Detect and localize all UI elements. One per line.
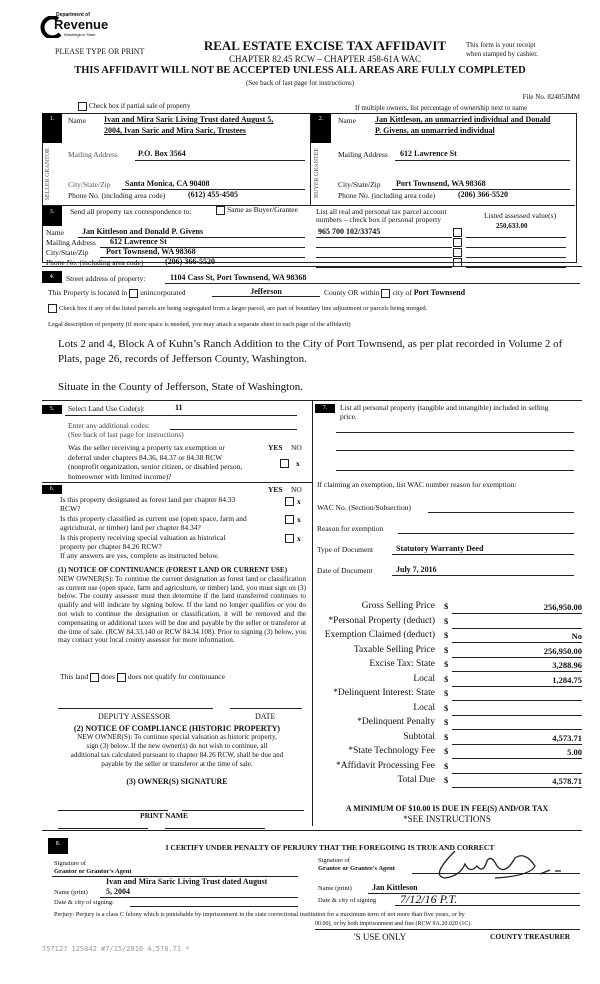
yes-checkbox[interactable]: [280, 459, 289, 468]
line: classification as current use (open space, farm and agriculture, or timber): [58, 574, 306, 592]
seller-name[interactable]: Ivan and Mira Saric Living Trust dated August 5,: [104, 115, 274, 124]
currency-symbol: $: [444, 601, 449, 611]
section-2-badge: 2.: [311, 113, 331, 143]
currency-symbol: $: [444, 615, 449, 626]
fee-value[interactable]: 3,288.96: [452, 660, 582, 672]
currency-symbol: $: [444, 775, 449, 785]
legal-description: Plats, page 26, records of Jefferson County, Washington.: [58, 353, 307, 365]
no-answer[interactable]: x: [297, 534, 301, 543]
label: Date & city of signing: [318, 897, 377, 904]
doc-type[interactable]: Statutory Warranty Deed: [396, 544, 484, 553]
seller-city[interactable]: Santa Monica, CA 90408: [125, 179, 210, 188]
fee-value[interactable]: [452, 718, 582, 730]
fee-value[interactable]: 4,573.71: [452, 733, 582, 745]
does-not-checkbox[interactable]: [117, 673, 126, 682]
currency-symbol: $: [444, 644, 449, 655]
label: Check box if any of the listed parcels are being segregated from a larger parcel, are part of boundary line adjustment or parcels being merged.: [59, 304, 428, 312]
line: if the land transferred continues to qualify and will indicate by signing below.: [58, 592, 307, 610]
fee-label: Gross Selling Price: [361, 601, 435, 611]
section-6-badge: 6.: [42, 485, 62, 494]
grantee-signature: [425, 846, 585, 882]
see-instructions: *SEE INSTRUCTIONS: [403, 814, 491, 824]
yes-checkbox[interactable]: [285, 534, 294, 543]
city[interactable]: Port Townsend: [413, 288, 466, 297]
line: Was the seller receiving a property tax exemption or: [68, 443, 225, 452]
seller-name[interactable]: 2004, Ivan Saric and Mira Saric, Trustees: [104, 126, 246, 135]
fee-value[interactable]: 4,578.71: [452, 776, 582, 788]
buyer-phone[interactable]: (206) 366-5520: [458, 190, 508, 199]
fee-value[interactable]: 1,284.75: [452, 675, 582, 687]
label: Name: [46, 228, 64, 237]
city-checkbox[interactable]: [381, 289, 390, 298]
exemption-question: [68, 443, 242, 481]
question: [60, 514, 247, 532]
line: or classification, it will be removed and the compensating or additional taxes: [58, 609, 306, 627]
exemption-label: If claiming an exemption, list WAC number reason for exemption:: [317, 480, 517, 489]
fee-label: Total Due: [397, 775, 435, 785]
line: property per chapter 84.26 RCW?: [60, 542, 162, 551]
chapter: CHAPTER 82.45 RCW – CHAPTER 458-61A WAC: [229, 54, 421, 64]
label: Send all property tax correspondence to:: [70, 207, 192, 216]
currency-symbol: $: [444, 688, 449, 698]
deputy-assessor-label: DEPUTY ASSESSOR: [98, 712, 171, 721]
file-no: File No. 82405JMM: [522, 93, 580, 101]
legal-description: Lots 2 and 4, Block A of Kuhn’s Ranch Addition to the City of Port Townsend, as per plat recorded in Volume 2 of: [58, 338, 563, 350]
form-title: REAL ESTATE EXCISE TAX AFFIDAVIT: [203, 38, 447, 53]
fee-label: *Affidavit Processing Fee: [335, 760, 435, 771]
buyer-city[interactable]: Port Townsend, WA 98368: [396, 179, 486, 188]
currency-symbol: $: [444, 731, 449, 742]
correspondence-mail[interactable]: 612 Lawrence St: [110, 237, 167, 246]
section-7-badge: 7.: [315, 404, 335, 413]
label: unincorporated: [140, 288, 186, 297]
same-as-buyer-checkbox[interactable]: [214, 205, 298, 215]
currency-symbol: $: [444, 659, 449, 669]
buyer-label: BUYER GRANTEE: [314, 148, 320, 198]
label: Name (print): [54, 889, 88, 896]
label: County OR within: [324, 288, 380, 297]
fee-label: Local: [413, 702, 435, 713]
label: Phone No. (including area code): [338, 191, 436, 200]
line: payable by the seller or transferor at the time of sale.: [101, 760, 253, 768]
fee-value[interactable]: 256,950.00: [452, 646, 582, 658]
label: Mailing Address: [68, 150, 118, 159]
label: Name: [68, 116, 86, 125]
label: Phone No. (including area code): [68, 191, 166, 200]
personal-property-checkbox[interactable]: [453, 248, 462, 257]
reason-label: Reason for exemption: [317, 524, 384, 533]
multiple-owners-note: If multiple owners, list percentage of ownership next to name: [355, 104, 528, 112]
label: Street address of property:: [66, 274, 146, 283]
line: (nonprofit organization, senior citizen, or disabled person,: [68, 462, 243, 471]
line: price.: [340, 412, 357, 421]
grantor-name[interactable]: Ivan and Mira Saric Living Trust dated August: [106, 877, 268, 886]
fee-value[interactable]: 256,950.00: [452, 602, 582, 614]
label: Select Land Use Code(s):: [68, 404, 145, 413]
line: List all personal property (tangible and intangible) included in selling: [340, 403, 549, 412]
seller-label: SELLER GRANTOR: [45, 148, 51, 201]
label: Mailing Address: [46, 238, 96, 247]
line: your local county assessor for more information.: [94, 636, 235, 645]
doc-date-label: Date of Document: [317, 566, 373, 575]
no-answer[interactable]: x: [297, 497, 301, 506]
yes-checkbox[interactable]: [285, 515, 294, 524]
buyer-mail[interactable]: 612 Lawrence St: [400, 149, 457, 158]
question: [60, 495, 235, 513]
line: land, you must sign on (3) below. The county assessor must then determine: [58, 583, 307, 601]
instruction: If any answers are yes, complete as instructed below.: [60, 551, 220, 560]
section-3-badge: 3.: [42, 206, 62, 226]
line: Signature of: [318, 857, 350, 864]
line: NEW OWNER(S): To continue special valuation as historic property,: [77, 733, 277, 741]
line: NEW OWNER(S): To continue the current designation as forest land or: [58, 574, 267, 583]
section-5-badge: 5.: [42, 405, 62, 414]
correspondence-name[interactable]: Jan Kittleson and Donald P. Givens: [82, 227, 204, 236]
cashier-stamp: 757127 125842 #7/15/2016 4,578.71 *: [42, 945, 190, 953]
fee-label: Taxable Selling Price: [353, 644, 435, 655]
label: City/State/Zip: [68, 180, 111, 189]
seller-mail[interactable]: P.O. Box 3564: [138, 149, 186, 158]
fee-label: Subtotal: [403, 731, 435, 742]
no-header: NO: [291, 443, 302, 452]
continuance-line: [60, 672, 225, 682]
label: Phone No. (including area code): [46, 258, 144, 267]
label: city of: [392, 288, 412, 297]
label: does not qualify for continuance: [127, 672, 225, 681]
line: Is this property classified as current use (open space, farm and: [60, 514, 247, 523]
use-only: 'S USE ONLY: [354, 932, 407, 942]
county[interactable]: Jefferson: [212, 287, 320, 297]
line: sign (3) below. If the new owner(s) do not wish to continue, all: [86, 742, 268, 750]
line: homeowner with limited income)?: [68, 471, 172, 481]
label: List all real and personal tax parcel account: [316, 207, 447, 216]
label: Same as Buyer/Grantee: [227, 205, 298, 214]
title: (1) NOTICE OF CONTINUANCE (FOREST LAND OR CURRENT USE): [58, 566, 288, 574]
personal-property-checkbox[interactable]: [453, 228, 462, 237]
currency-symbol: $: [444, 746, 449, 756]
correspondence-phone[interactable]: (206) 366-5520: [165, 257, 215, 266]
logo-text: Washington State: [64, 32, 96, 37]
label: does: [101, 672, 115, 681]
section-4-badge: 4.: [42, 271, 62, 283]
perjury-note: Perjury: Perjury is a class C felony which is punishable by imprisonment in the state correctional institution for a maximum term of not more than five years, or by: [54, 911, 465, 918]
fee-value[interactable]: [452, 689, 582, 701]
segregated-checkbox[interactable]: [46, 304, 427, 313]
partial-sale-checkbox[interactable]: [76, 102, 190, 111]
county-treasurer: COUNTY TREASURER: [490, 932, 571, 941]
grantee-sig-label: [318, 857, 395, 873]
personal-property-label: [340, 403, 549, 421]
fee-value[interactable]: [452, 617, 582, 629]
line: deferral under chapters 84.36, 84.37 or 84.38 RCW: [68, 452, 223, 462]
label: Mailing Address: [338, 150, 388, 159]
label: This land: [60, 672, 89, 681]
print-name-label: PRINT NAME: [140, 811, 188, 820]
currency-symbol: $: [444, 702, 449, 713]
perjury-note: 00.00), or by both imprisonment and fine (RCW 9A.20.020 (1C).: [315, 921, 472, 927]
seller-phone[interactable]: (612) 455-4505: [188, 190, 238, 199]
fee-label: *State Technology Fee: [348, 746, 435, 756]
yes-checkbox[interactable]: [285, 497, 294, 506]
label: Enter any additional codes:: [68, 421, 150, 430]
label: (See back of last page for instructions): [68, 430, 184, 439]
currency-symbol: $: [444, 673, 449, 684]
owner-signature-label: (3) OWNER(S) SIGNATURE: [126, 777, 228, 786]
currency-symbol: $: [444, 717, 449, 727]
line: Grantee or Grantee's Agent: [318, 865, 395, 872]
correspondence-city[interactable]: Port Townsend, WA 98368: [106, 247, 196, 256]
grantee-date-handwritten[interactable]: 7/12/16 P.T.: [400, 892, 458, 906]
doc-type-label: Type of Document: [317, 545, 374, 554]
receipt-note: when stamped by cashier.: [466, 50, 538, 58]
line: agricultural, or timber) land per chapter 84.34?: [60, 523, 201, 532]
section-8-badge: 8.: [48, 838, 68, 854]
assessed-value[interactable]: 250,633.00: [496, 222, 528, 230]
fee-value[interactable]: [452, 704, 582, 716]
question: [60, 533, 226, 551]
logo-text: Department of: [56, 12, 90, 18]
label: Listed assessed value(s): [484, 211, 557, 220]
legal-label: Legal description of property (if more space is needed, you may attach a separate sheet to each page of the affidavit): [48, 321, 351, 328]
line: additional tax calculated pursuant to chapter 84.26 RCW, shall be due and: [70, 751, 284, 759]
line: will be due and payable by the seller or transferor at the time of sale. (RCW: [58, 618, 307, 636]
fee-label: Exemption Claimed (deduct): [324, 630, 435, 640]
line: Is this property receiving special valuation as historical: [60, 533, 226, 542]
fee-label: Local: [413, 673, 435, 684]
partial-sale-label: Check box if partial sale of property: [89, 102, 191, 111]
fee-label: Excise Tax: State: [369, 659, 435, 669]
yes-header: YES: [268, 485, 283, 494]
notice-of-continuance: [58, 566, 306, 645]
grantor-name[interactable]: 5, 2004: [106, 887, 130, 896]
label: Name (print): [318, 885, 352, 892]
grantee-name[interactable]: Jan Kittleson: [372, 883, 418, 892]
fee-label: *Delinquent Penalty: [357, 717, 435, 727]
personal-property-checkbox[interactable]: [453, 238, 462, 247]
label: City/State/Zip: [338, 180, 381, 189]
wac-label: WAC No. (Section/Subsection): [317, 503, 411, 512]
grantor-sig-label: [54, 860, 132, 876]
line: Signature of: [54, 860, 86, 867]
land-use-code[interactable]: 11: [175, 403, 183, 412]
label: This Property is located in: [48, 288, 128, 297]
certify-statement: I CERTIFY UNDER PENALTY OF PERJURY THAT THE FOREGOING IS TRUE AND CORRECT: [165, 843, 495, 852]
warning: THIS AFFIDAVIT WILL NOT BE ACCEPTED UNLESS ALL AREAS ARE FULLY COMPLETED: [74, 65, 526, 76]
legal-situate: Situate in the County of Jefferson, State of Washington.: [58, 381, 303, 393]
line: Is this property designated as forest land per chapter 84.33: [60, 495, 236, 504]
logo-text: Revenue: [54, 17, 109, 32]
yes-header: YES: [268, 443, 283, 452]
line: If the land no longer qualifies or you do not wish to continue the designation: [58, 601, 307, 618]
fee-label: *Personal Property (deduct): [328, 615, 435, 626]
see-back: (See back of last page for instructions): [245, 79, 355, 87]
does-checkbox[interactable]: [90, 673, 99, 682]
buyer-name[interactable]: P. Givens, an unmarried individual: [375, 126, 495, 135]
fee-label: *Delinquent Interest: State: [333, 688, 435, 698]
property-street[interactable]: 1104 Cass St, Port Townsend, WA 98368: [170, 273, 307, 282]
unincorporated-checkbox[interactable]: [129, 289, 138, 298]
fee-value[interactable]: 5.00: [452, 747, 582, 759]
section-1-badge: 1.: [42, 113, 62, 143]
fee-value[interactable]: [452, 762, 582, 774]
currency-symbol: $: [444, 760, 449, 771]
label: City/State/Zip: [46, 248, 89, 257]
doc-date[interactable]: July 7, 2016: [396, 565, 437, 574]
location-line: [48, 288, 186, 298]
no-answer[interactable]: x: [296, 459, 300, 468]
city-line: [324, 288, 465, 298]
line: RCW?: [60, 504, 81, 513]
no-header: NO: [291, 485, 302, 494]
notice-of-compliance: [42, 724, 312, 769]
parcel-number[interactable]: 965 700 102/33745: [318, 227, 381, 236]
buyer-name[interactable]: Jan Kittleson, an unmarried individual and Donald: [375, 115, 551, 124]
fee-value[interactable]: No: [452, 631, 582, 643]
line: Grantor or Grantor's Agent: [54, 868, 132, 875]
label: Name: [338, 116, 356, 125]
line: 84.33.140 or RCW 84.34.108). Prior to signing (3) below, you may contact: [58, 627, 307, 645]
date-label: DATE: [255, 712, 276, 721]
please-type: PLEASE TYPE OR PRINT: [55, 47, 145, 56]
title: (2) NOTICE OF COMPLIANCE (HISTORIC PROPERTY): [73, 724, 281, 733]
receipt-note: This form is your receipt: [466, 41, 536, 49]
label: Date & city of signing:: [54, 899, 114, 906]
label: numbers – check box if personal property: [316, 215, 441, 224]
minimum-note: A MINIMUM OF $10.00 IS DUE IN FEE(S) AND/OR TAX: [345, 804, 549, 813]
currency-symbol: $: [444, 630, 449, 640]
no-answer[interactable]: x: [297, 515, 301, 524]
